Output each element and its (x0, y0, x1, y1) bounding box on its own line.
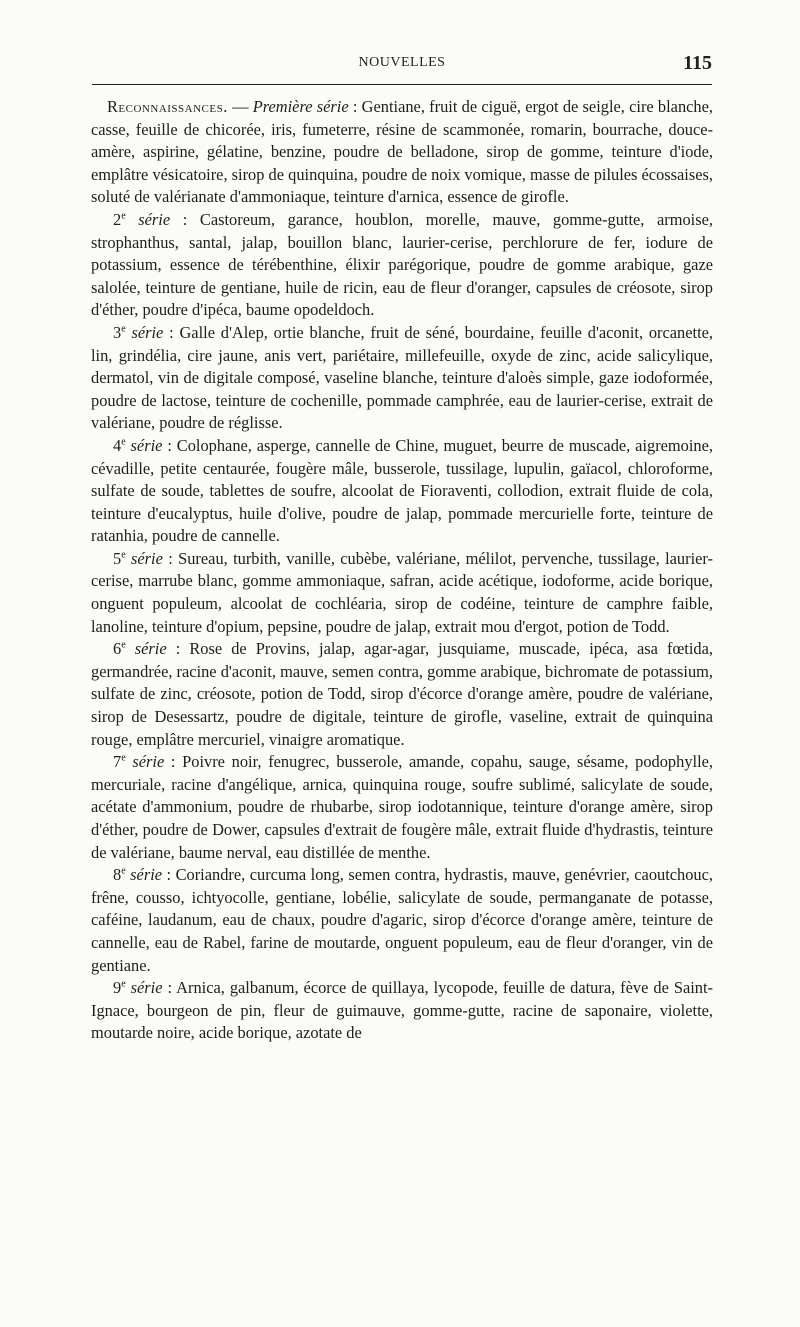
series-label: série (125, 978, 163, 998)
header-rule (92, 84, 712, 85)
series-ordinal-suffix: e (121, 752, 126, 764)
section-label: Reconnaissances. (107, 97, 228, 116)
series-ordinal-suffix: e (121, 436, 126, 448)
series-text: : Sureau, turbith, vanille, cubèbe, valériane, mélilot, pervenche, tussilage, laurier-cerise, marrube blanc, gomme ammoniaque, safran, acide acétique, iodoforme, acide borique, onguent populeum, alcoolat de cochléaria, sirop de codéine, teinture de camphre faible, lanoline, teinture d'opium, pepsine, poudre de jalap, extrait mou d'ergot, potion de Todd. (91, 548, 713, 636)
series-ordinal-suffix: e (121, 549, 126, 561)
series-text: : Gentiane, fruit de ciguë, ergot de seigle, cire blanche, casse, feuille de chicorée, iris, fumeterre, résine de scammonée, romarin, bourrache, douce-amère, aspirine, gélatine, benzine, poudre de belladone, sirop de gomme, teinture d'iode, emplâtre vésicatoire, sirop de quinquina, poudre de noix vomique, masse de pilules écossaises, soluté de valérianate d'ammoniaque, teinture d'arnica, essence de girofle. (91, 97, 713, 207)
series-text: : Poivre noir, fenugrec, busserole, amande, copahu, sauge, sésame, podophylle, mercuriale, racine d'angélique, arnica, quinquina rouge, soufre sublimé, salicylate de soude, acétate d'ammonium, poudre de rhubarbe, sirop iodotannique, teinture d'orange amère, sirop d'éther, poudre de Dower, capsules d'extrait de fougère mâle, extrait fluide d'hydrastis, teinture de valériane, baume nerval, eau distillée de menthe. (91, 752, 713, 862)
series-text: : Galle d'Alep, ortie blanche, fruit de séné, bourdaine, feuille d'aconit, orcanette, lin, grindélia, cire jaune, anis vert, pariétaire, millefeuille, oxyde de zinc, acide salicylique, dermatol, vin de digitale composé, vaseline blanche, teinture d'aloès simple, gaze iodoformée, poudre de lactose, teinture de cochenille, pommade camphrée, eau de laurier-cerise, extrait de valériane, poudre de réglisse. (91, 322, 713, 433)
series-number: 5 (113, 548, 122, 568)
series-ordinal-suffix: e (121, 978, 126, 990)
series-ordinal-suffix: e (121, 323, 126, 335)
series-ordinal-suffix: e (121, 639, 126, 651)
series-paragraph-6 (91, 638, 713, 751)
series-title: Première série (252, 97, 349, 116)
dash: — (227, 97, 253, 116)
series-number: 8 (113, 865, 122, 885)
intro-paragraph (91, 96, 713, 209)
series-label: série (125, 865, 163, 885)
series-ordinal-suffix: e (121, 210, 126, 222)
series-text: : Coriandre, curcuma long, semen contra, hydrastis, mauve, genévrier, caoutchouc, frêne, cousso, ichtyocolle, gentiane, lobélie, salicylate de soude, permanganate de potasse, caféine, laudanum, eau de chaux, poudre d'agaric, sirop d'écorce d'orange amère, teinture de cannelle, eau de Rabel, farine de moutarde, onguent populeum, eau de fleur d'oranger, vin de gentiane. (91, 865, 713, 975)
series-label: série (125, 639, 167, 659)
series-number: 4 (113, 435, 122, 455)
series-number: 7 (113, 752, 122, 772)
series-label: série (125, 322, 164, 342)
series-paragraph-9 (91, 977, 713, 1045)
series-paragraph-8 (91, 864, 713, 977)
series-number: 9 (113, 978, 122, 998)
series-label: série (125, 435, 163, 455)
series-paragraph-2 (91, 209, 713, 322)
series-label: série (125, 752, 165, 772)
series-label: série (125, 209, 171, 229)
series-paragraph-7 (91, 751, 713, 864)
series-text: : Colophane, asperge, cannelle de Chine, muguet, beurre de muscade, aigremoine, cévadille, petite centaurée, fougère mâle, busserole, tussilage, lupulin, gaïacol, chloroforme, sulfate de soude, tablettes de soufre, alcoolat de Fioraventi, collodion, extrait fluide de cola, teinture d'eucalyptus, huile d'olive, poudre de jalap, pommade mercurielle forte, teinture de ratanhia, poudre de cannelle. (91, 435, 713, 546)
series-number: 6 (113, 639, 122, 659)
series-label: série (125, 548, 163, 568)
series-text: : Rose de Provins, jalap, agar-agar, jusquiame, muscade, ipéca, asa fœtida, germandrée, racine d'aconit, mauve, semen contra, gomme arabique, bichromate de potassium, sulfate de zinc, créosote, potion de Todd, sirop d'écorce d'orange amère, poudre de valériane, sirop de Desessartz, poudre de digitale, teinture de girofle, vaseline, extrait de quinquina rouge, emplâtre mercuriel, vinaigre aromatique. (91, 639, 713, 749)
series-text: : Arnica, galbanum, écorce de quillaya, lycopode, feuille de datura, fève de Saint-Ignace, bourgeon de pin, fleur de guimauve, gomme-gutte, racine de saponaire, violette, moutarde noire, acide borique, azotate de (91, 978, 713, 1043)
series-number: 3 (113, 322, 122, 342)
page-header (92, 52, 712, 79)
series-paragraph-5 (91, 548, 713, 638)
series-paragraph-4 (91, 435, 713, 548)
series-paragraph-3 (91, 322, 713, 435)
running-head: NOUVELLES (358, 55, 446, 70)
body-text (91, 96, 713, 1045)
page-number: 115 (683, 52, 712, 74)
series-number: 2 (113, 209, 122, 229)
series-text: : Castoreum, garance, houblon, morelle, mauve, gomme-gutte, armoise, strophanthus, santal, jalap, bouillon blanc, laurier-cerise, perchlorure de fer, iodure de potassium, essence de térébenthine, élixir parégorique, poudre de gomme arabique, gaze salolée, teinture de gentiane, huile de ricin, eau de fleur d'oranger, capsules de créosote, sirop d'éther, poudre d'ipéca, baume opodeldoch. (91, 209, 713, 320)
series-ordinal-suffix: e (121, 865, 126, 877)
